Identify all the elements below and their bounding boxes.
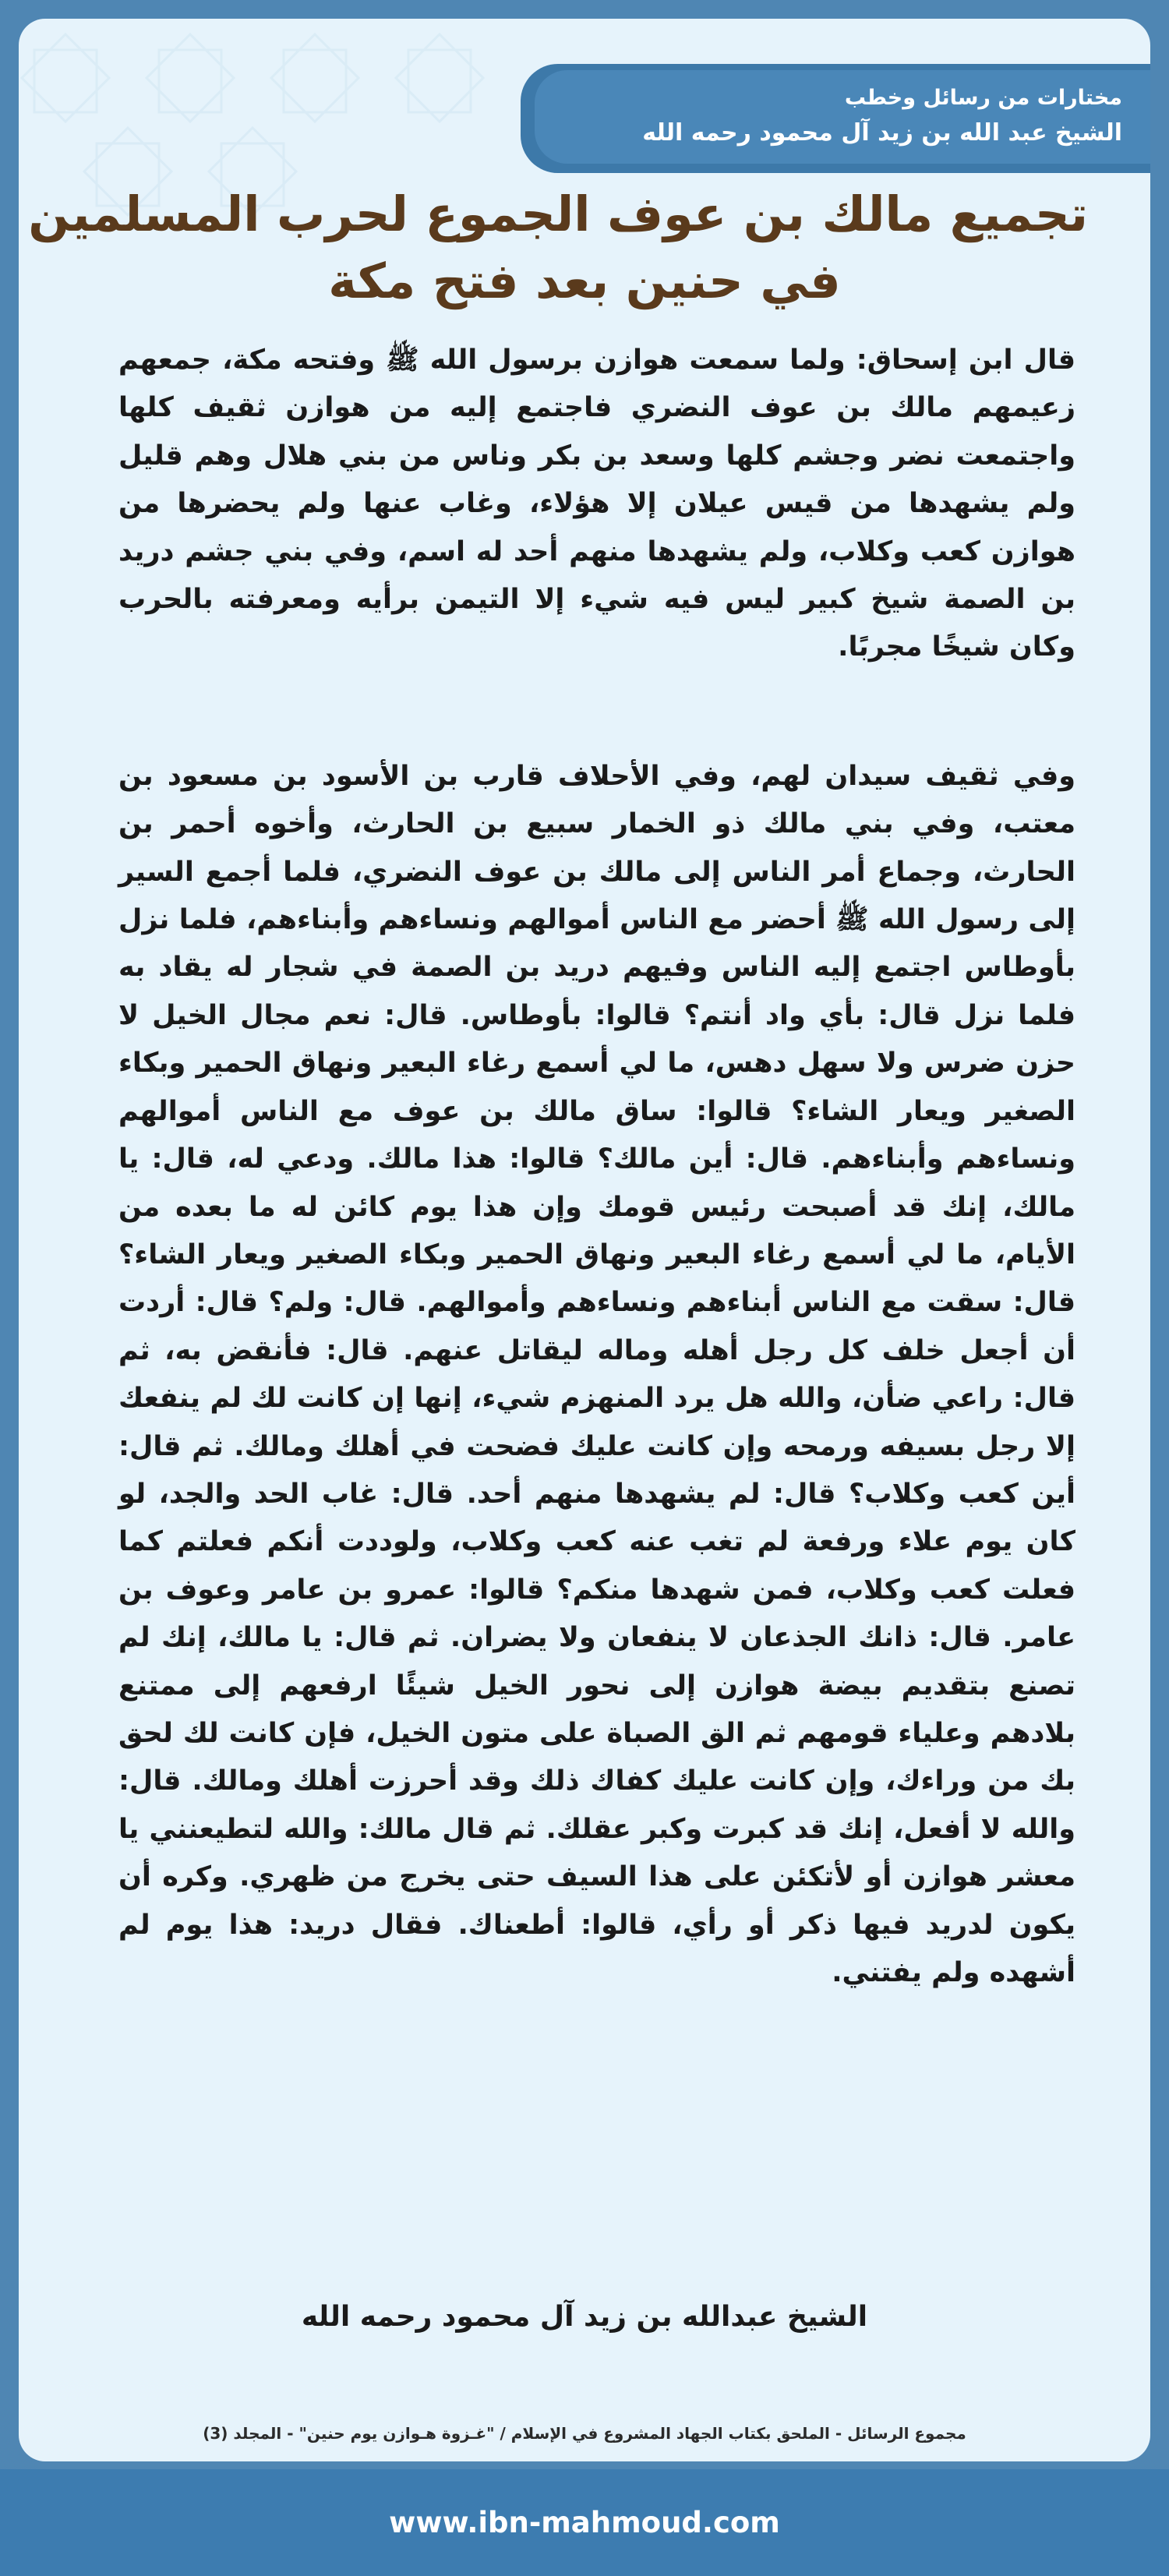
- article-body: [118, 337, 1075, 1997]
- paragraph-2: وفي ثقيف سيدان لهم، وفي الأحلاف قارب بن الأسود بن مسعود بن معتب، وفي بني مالك ذو الخمار سبيع بن الحارث، وأخوه أحمر بن الحارث، وجماع أمر الناس إلى مالك بن عوف النضري، فلما أجمع السير إلى رسول الله ﷺ أحضر مع الناس أموالهم ونساءهم وأبناءهم، فلما نزل بأوطاس اجتمع إليه الناس وفيهم دريد بن الصمة في شجار له يقاد به فلما نزل قال: بأي واد أنتم؟ قالوا: بأوطاس. قال: نعم مجال الخيل لا حزن ضرس ولا سهل دهس، ما لي أسمع رغاء البعير ونهاق الحمير وبكاء الصغير ويعار الشاء؟ قالوا: ساق مالك بن عوف مع الناس أموالهم ونساءهم وأبناءهم. قال: أين مالك؟ قالوا: هذا مالك. ودعي له، قال: يا مالك، إنك قد أصبحت رئيس قومك وإن هذا يوم كائن له ما بعده من الأيام، ما لي أسمع رغاء البعير ونهاق الحمير وبكاء الصغير ويعار الشاء؟ قال: سقت مع الناس أبناءهم ونساءهم وأموالهم. قال: ولم؟ قال: أردت أن أجعل خلف كل رجل أهله وماله ليقاتل عنهم. قال: فأنقض به، ثم قال: راعي ضأن، والله هل يرد المنهزم شيء، إنها إن كانت لك لم ينفعك إلا رجل بسيفه ورمحه وإن كانت عليك فضحت في أهلك ومالك. ثم قال: أين كعب وكلاب؟ قال: لم يشهدها منهم أحد. قال: غاب الحد والجد، لو كان يوم علاء ورفعة لم تغب عنه كعب وكلاب، ولوددت أنكم فعلتم كما فعلت كعب وكلاب، فمن شهدها منكم؟ قالوا: عمرو بن عامر وعوف بن عامر. قال: ذانك الجذعان لا ينفعان ولا يضران. ثم قال: يا مالك، إنك لم تصنع بتقديم بيضة هوازن إلى نحور الخيل شيئًا ارفعهم إلى ممتنع بلادهم وعلياء قومهم ثم الق الصباة على متون الخيل، فإن كانت لك لحق بك من وراءك، وإن كانت عليك كفاك ذلك وقد أحرزت أهلك ومالك. قال: والله لا أفعل، إنك قد كبرت وكبر عقلك. ثم قال مالك: والله لتطيعنني يا معشر هوازن أو لأتكئن على هذا السيف حتى يخرج من ظهري. وكره أن يكون لدريد فيها ذكر أو رأي، قالوا: أطعناك. فقال دريد: هذا يوم لم أشهده ولم يفتني.: [118, 760, 1075, 1988]
- author-signature: الشيخ عبدالله بن زيد آل محمود رحمه الله: [301, 2301, 868, 2333]
- source-citation: مجموع الرسائل - الملحق بكتاب الجهاد المشروع في الإسلام / "غـزوة هـوازن يوم حنين" - المجلد (3): [203, 2424, 966, 2443]
- header-series-title: مختارات من رسائل وخطب: [844, 86, 1122, 110]
- header-caption: [530, 81, 1122, 151]
- title-line-1: تجميع مالك بن عوف الجموع لحرب المسلمين: [28, 186, 1088, 242]
- header-author: الشيخ عبد الله بن زيد آل محمود رحمه الله: [642, 119, 1122, 147]
- article-title: [28, 181, 1088, 315]
- website-link[interactable]: www.ibn-mahmoud.com: [389, 2506, 780, 2539]
- footer-bar: [0, 2469, 1169, 2576]
- title-line-2: في حنين بعد فتح مكة: [328, 253, 841, 309]
- content-card: [19, 19, 1150, 2461]
- paragraph-1: قال ابن إسحاق: ولما سمعت هوازن برسول الله ﷺ وفتحه مكة، جمعهم زعيمهم مالك بن عوف النضري فاجتمع إليه من هوازن ثقيف كلها واجتمعت نضر وجشم كلها وسعد بن بكر وناس من بني هلال وهم قليل ولم يشهدها من قيس عيلان إلا هؤلاء، وغاب عنها ولم يحضرها من هوازن كعب وكلاب، ولم يشهدها منهم أحد له اسم، وفي بني جشم دريد بن الصمة شيخ كبير ليس فيه شيء إلا التيمن برأيه ومعرفته بالحرب وكان شيخًا مجربًا.: [118, 345, 1075, 663]
